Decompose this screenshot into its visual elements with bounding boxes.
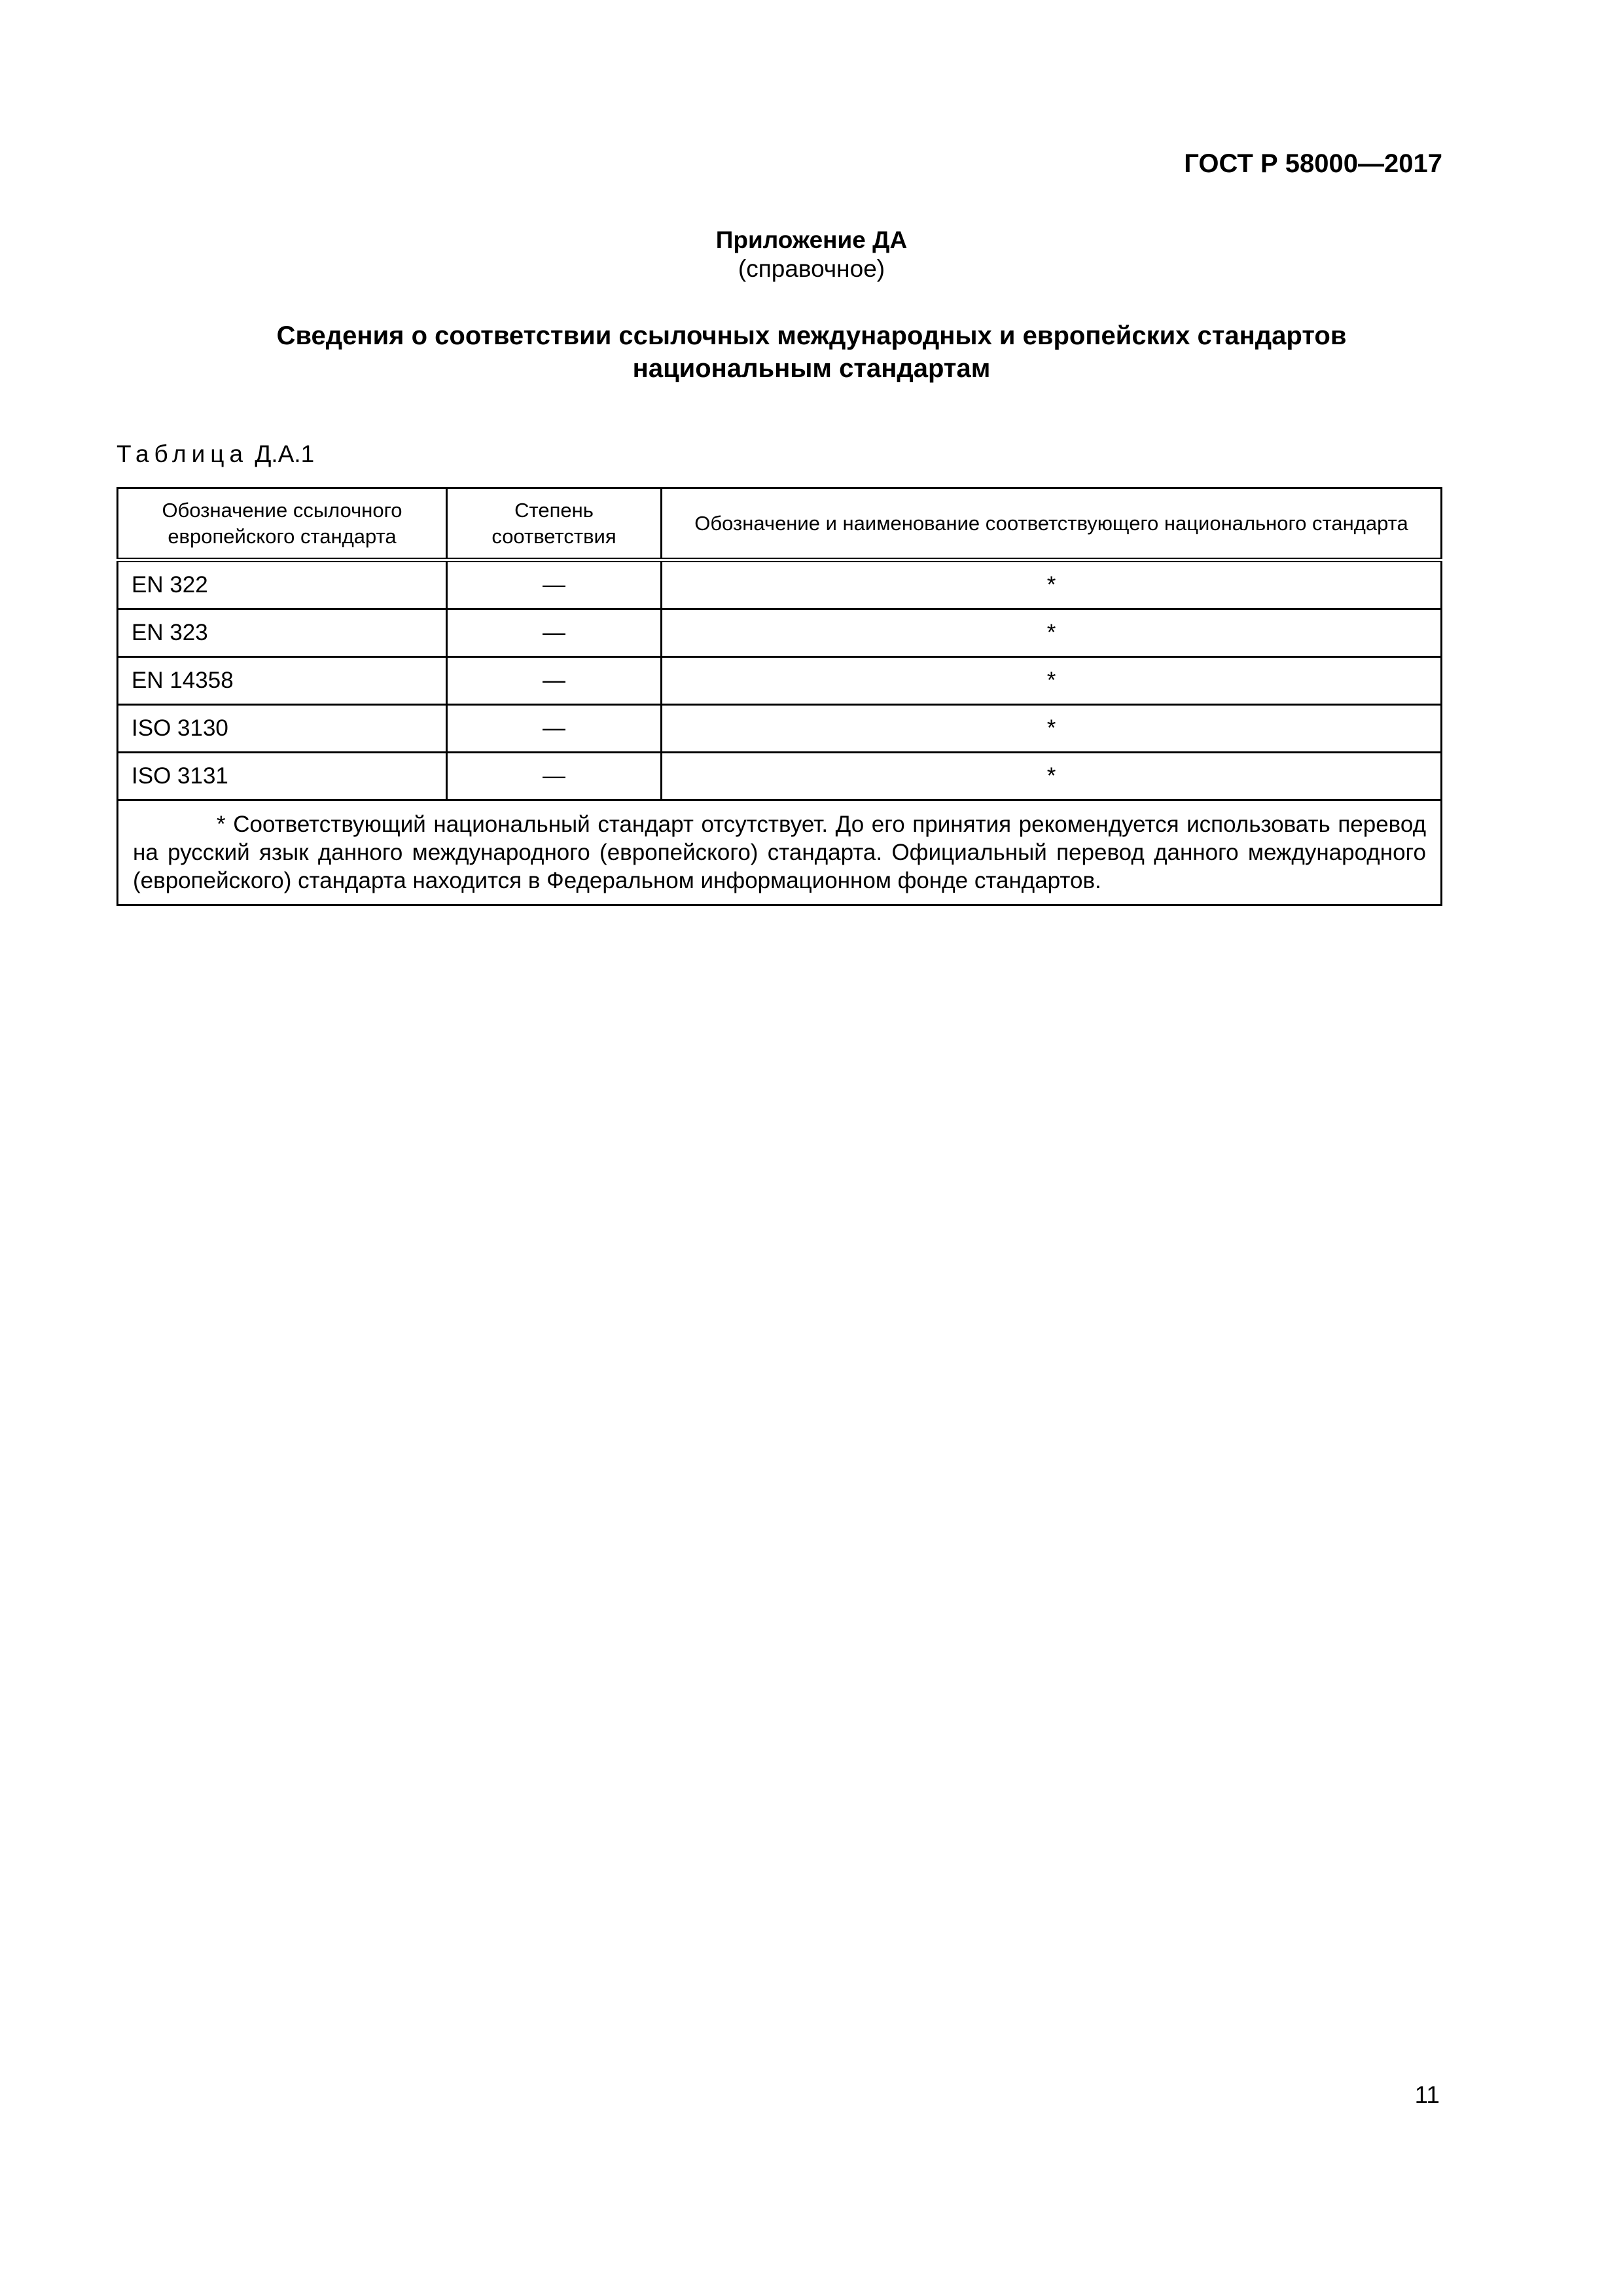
national-standard-value: * [662, 753, 1442, 800]
page-title [0, 319, 1623, 385]
degree-value: — [447, 705, 662, 753]
header-degree [447, 488, 662, 560]
footnote-text: * Соответствующий национальный стандарт отсутствует. До его принятия рекомендуется использовать перевод на русский язык данного международного (европейского) стандарта. Официальный перевод данного международного (европейского) стандарта находится в Федеральном информационном фонде стандартов. [133, 812, 1426, 893]
standard-code: EN 322 [118, 560, 447, 609]
footnote-row [118, 800, 1442, 905]
header-reference-standard-line-1: Обозначение ссылочного [162, 498, 402, 522]
standards-table [116, 487, 1442, 906]
table-footnote [118, 800, 1442, 905]
table-row [118, 609, 1442, 657]
degree-value: — [447, 560, 662, 609]
page-number: 11 [1414, 2081, 1440, 2108]
standard-code: ISO 3131 [118, 753, 447, 800]
header-degree-line-1: Степень [514, 498, 594, 522]
standard-code: EN 323 [118, 609, 447, 657]
national-standard-value: * [662, 560, 1442, 609]
degree-value: — [447, 753, 662, 800]
national-standard-value: * [662, 657, 1442, 705]
table-caption-number: Д.А.1 [255, 440, 315, 467]
table-row [118, 753, 1442, 800]
header-reference-standard-line-2: европейского стандарта [168, 524, 397, 548]
standard-code: ISO 3130 [118, 705, 447, 753]
appendix-title: Приложение ДА [715, 226, 908, 253]
appendix-subtitle: (справочное) [738, 255, 885, 282]
document-code: ГОСТ Р 58000—2017 [1184, 149, 1442, 178]
table-header-row [118, 488, 1442, 560]
degree-value: — [447, 657, 662, 705]
table-caption [116, 440, 314, 468]
table-row [118, 657, 1442, 705]
page-title-line-2: национальным стандартам [632, 354, 991, 383]
page-title-line-1: Сведения о соответствии ссылочных международных и европейских стандартов [276, 321, 1347, 350]
national-standard-value: * [662, 609, 1442, 657]
table-row [118, 560, 1442, 609]
header-reference-standard [118, 488, 447, 560]
appendix-heading [0, 226, 1623, 283]
table-caption-word: Таблица [116, 440, 249, 467]
header-degree-line-2: соответствия [491, 524, 616, 548]
table-row [118, 705, 1442, 753]
degree-value: — [447, 609, 662, 657]
standard-code: EN 14358 [118, 657, 447, 705]
header-national-standard: Обозначение и наименование соответствующего национального стандарта [662, 488, 1442, 560]
national-standard-value: * [662, 705, 1442, 753]
